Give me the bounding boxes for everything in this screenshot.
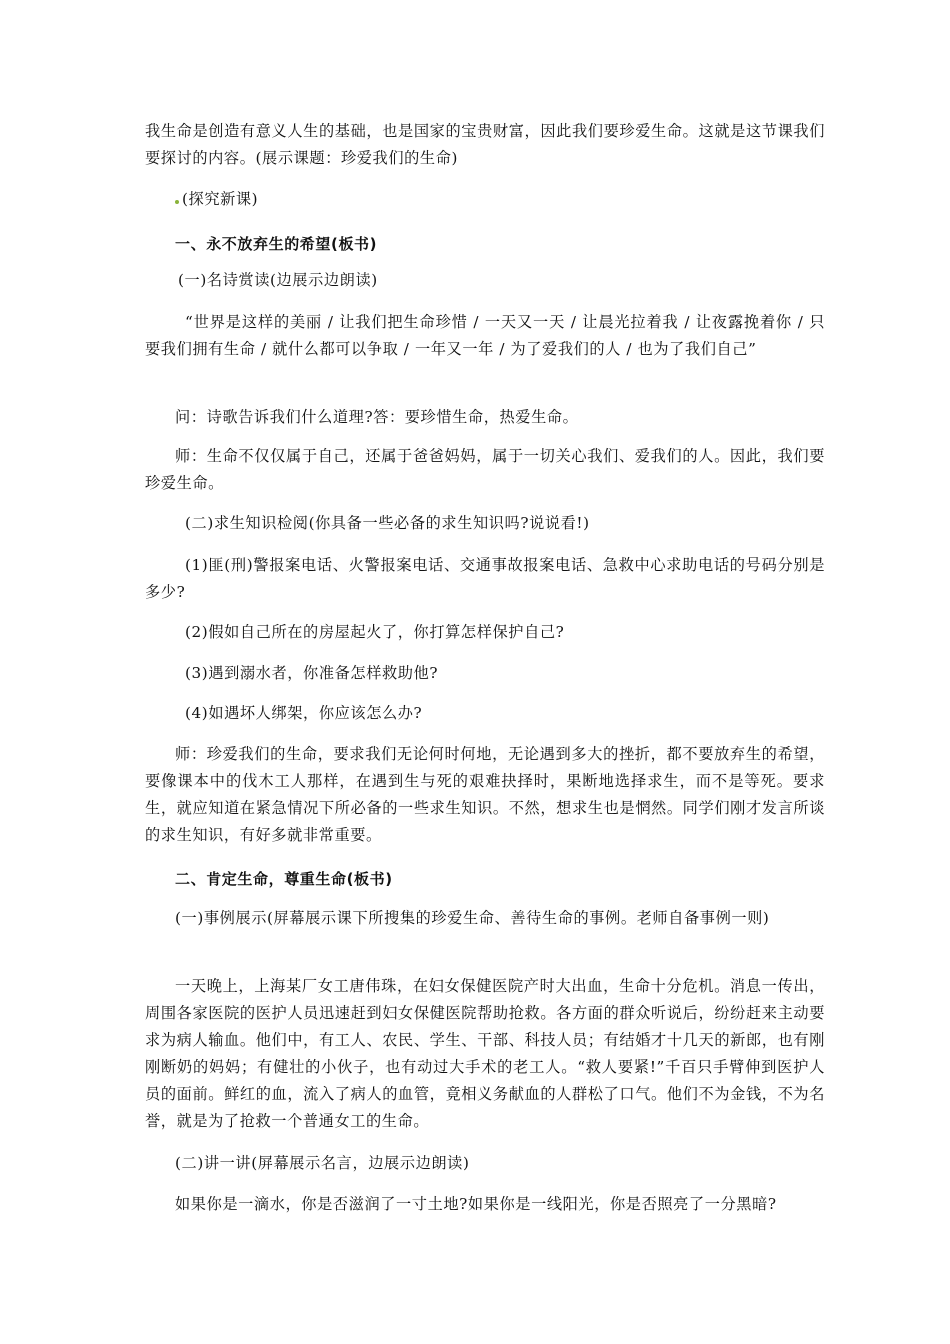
question-4: (4)如遇坏人绑架，你应该怎么办? [185,704,423,722]
section-note [175,186,855,213]
heading-two: 二、肯定生命，尊重生命(板书) [175,870,393,888]
quote-paragraph: 如果你是一滴水，你是否滋润了一寸土地?如果你是一线阳光，你是否照亮了一分黑暗? [175,1195,777,1213]
subheading-knowledge: (二)求生知识检阅(你具备一些必备的求生知识吗?说说看!) [185,514,590,532]
section-note-text: (探究新课) [182,190,259,208]
poem-paragraph: “世界是这样的美丽 / 让我们把生命珍惜 / 一天又一天 / 让晨光拉着我 / 让夜露挽着你 / 只要我们拥有生命 / 就什么都可以争取 / 一年又一年 / 为了爱我们的人 / 也为了我们自己” [145,313,825,358]
intro-paragraph: 我生命是创造有意义人生的基础，也是国家的宝贵财富，因此我们要珍爱生命。这就是这节课我们要探讨的内容。(展示课题：珍爱我们的生命) [145,122,825,167]
bullet-dot-icon [175,200,179,204]
subheading-example: (一)事例展示(屏幕展示课下所搜集的珍爱生命、善待生命的事例。老师自备事例一则) [175,909,770,927]
story-paragraph: 一天晚上，上海某厂女工唐伟珠，在妇女保健医院产时大出血，生命十分危机。消息一传出，周围各家医院的医护人员迅速赶到妇女保健医院帮助抢救。各方面的群众听说后，纷纷赶来主动要求为病人输血。他们中，有工人、农民、学生、干部、科技人员；有结婚才十几天的新郎，也有刚刚断奶的妈妈；有健壮的小伙子，也有动过大手术的老工人。“救人要紧!”千百只手臂伸到医护人员的面前。鲜红的血，流入了病人的血管，竟相义务献血的人群松了口气。他们不为金钱，不为名誉，就是为了抢救一个普通女工的生命。 [145,977,825,1130]
question-answer: 问：诗歌告诉我们什么道理?答：要珍惜生命，热爱生命。 [175,408,579,426]
subheading-poem: (一)名诗赏读(边展示边朗读) [178,271,378,289]
teacher-remark-2: 师：珍爱我们的生命，要求我们无论何时何地，无论遇到多大的挫折，都不要放弃生的希望，要像课本中的伐木工人那样，在遇到生与死的艰难抉择时，果断地选择求生，而不是等死。要求生，就应知道在紧急情况下所必备的一些求生知识。不然，想求生也是惘然。同学们刚才发言所谈的求生知识，有好多就非常重要。 [145,745,825,844]
question-3: (3)遇到溺水者，你准备怎样救助他? [185,664,439,682]
subheading-quotes: (二)讲一讲(屏幕展示名言，边展示边朗读) [175,1154,470,1172]
teacher-remark-1: 师：生命不仅仅属于自己，还属于爸爸妈妈，属于一切关心我们、爱我们的人。因此，我们要珍爱生命。 [145,447,825,492]
question-1: (1)匪(刑)警报案电话、火警报案电话、交通事故报案电话、急救中心求助电话的号码分别是多少? [145,556,825,601]
heading-one: 一、永不放弃生的希望(板书) [175,235,378,253]
question-2: (2)假如自己所在的房屋起火了，你打算怎样保护自己? [185,623,565,641]
